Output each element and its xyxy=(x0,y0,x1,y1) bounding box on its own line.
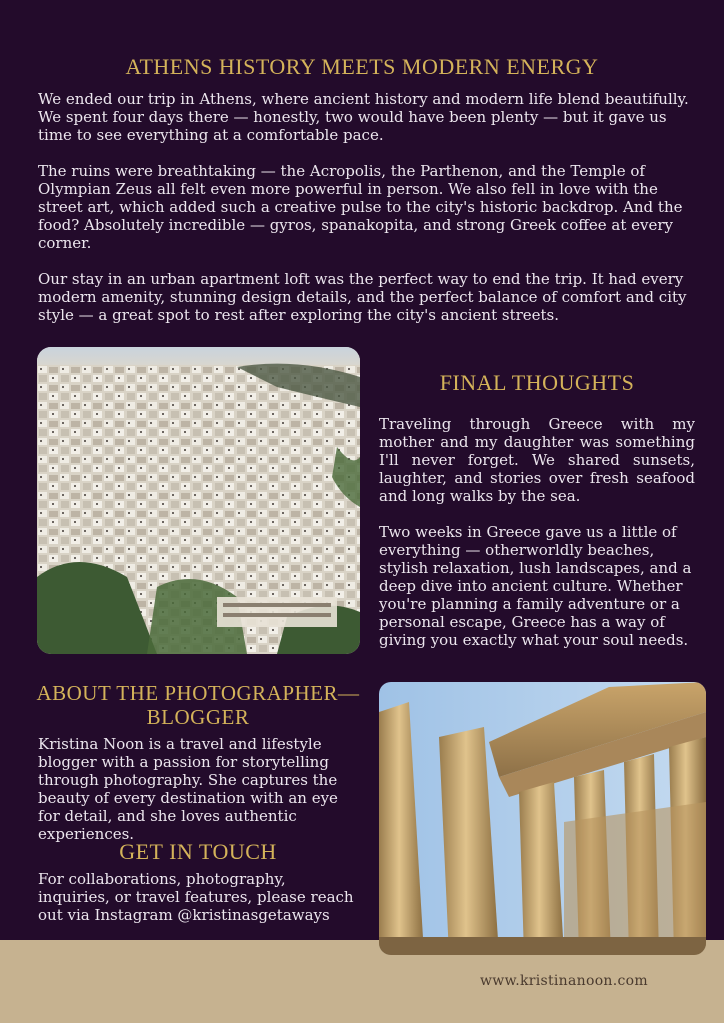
about-heading xyxy=(28,681,368,729)
athens-cityscape-photo xyxy=(37,347,360,654)
about-heading-line-1: ABOUT THE PHOTOGRAPHER— xyxy=(36,681,360,705)
about-body: Kristina Noon is a travel and lifestyle blogger with a passion for storytelling through photography. She captures the beauty of every destination with an eye for detail, and she loves authentic experiences. xyxy=(38,735,338,843)
contact-body: For collaborations, photography, inquiries, or travel features, please reach out via Instagram @kristinasgetaways xyxy=(38,870,354,924)
athens-heading: ATHENS HISTORY MEETS MODERN ENERGY xyxy=(125,54,599,79)
website-link[interactable]: www.kristinanoon.com xyxy=(480,973,648,989)
get-in-touch-heading: GET IN TOUCH xyxy=(119,839,277,864)
athens-paragraph-1: We ended our trip in Athens, where ancient history and modern life blend beautifully. We spent four days there — honestly, two would have been plenty — but it gave us time to see everything at a comfortable pace. xyxy=(38,90,689,144)
final-thoughts-body xyxy=(379,415,695,649)
parthenon-columns-photo xyxy=(379,682,706,955)
about-heading-line-2: BLOGGER xyxy=(146,705,250,729)
final-thoughts-heading: FINAL THOUGHTS xyxy=(439,370,635,395)
final-paragraph-1: Traveling through Greece with my mother and my daughter was something I'll never forget. We shared sunsets, laughter, and stories over fresh seafood and long walks by the sea. xyxy=(379,415,695,505)
final-paragraph-2: Two weeks in Greece gave us a little of everything — otherworldly beaches, stylish relaxation, lush landscapes, and a deep dive into ancient culture. Whether you're planning a family adventure or a personal escape, Greece has a way of giving you exactly what your soul needs. xyxy=(379,523,692,649)
athens-paragraph-3: Our stay in an urban apartment loft was the perfect way to end the trip. It had every modern amenity, stunning design details, and the perfect balance of comfort and city style — a great spot to rest after exploring the city's ancient streets. xyxy=(38,270,687,324)
athens-body xyxy=(38,90,690,324)
athens-paragraph-2: The ruins were breathtaking — the Acropolis, the Parthenon, and the Temple of Olympian Zeus all felt even more powerful in person. We also fell in love with the street art, which added such a creative pulse to the city's historic backdrop. And the food? Absolutely incredible — gyros, spanakopita, and strong Greek coffee at every corner. xyxy=(38,162,683,252)
